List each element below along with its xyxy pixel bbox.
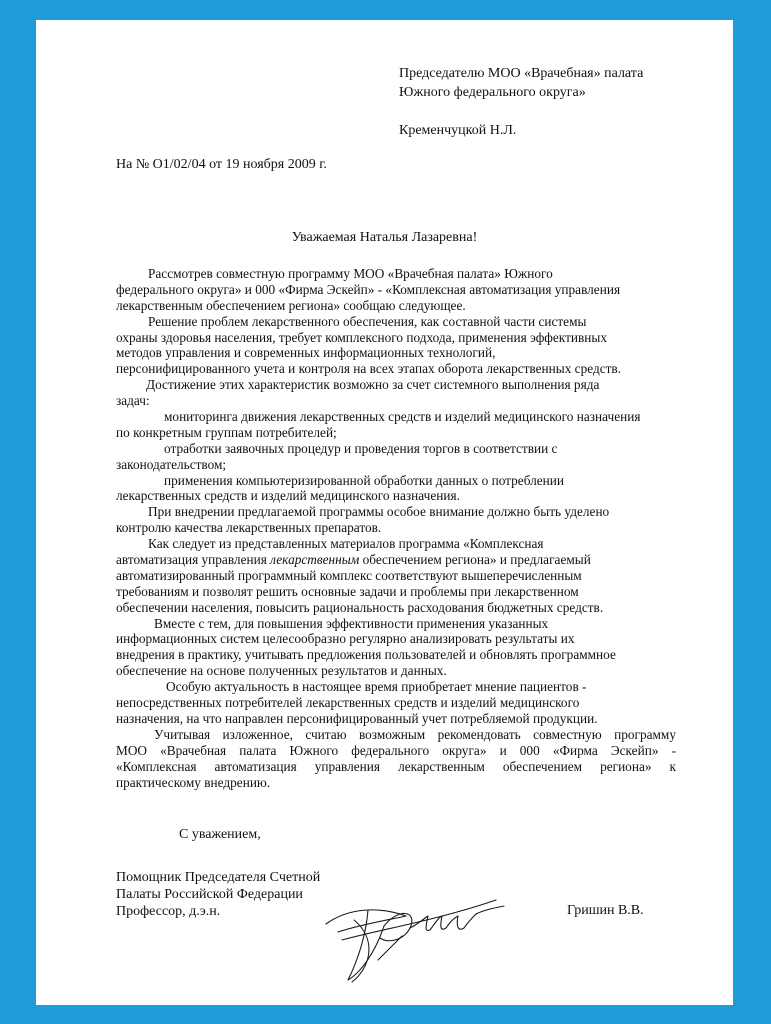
- body-line: назначения, на что направлен персонифицированный учет потребляемой продукции.: [116, 710, 598, 726]
- body-line: задач:: [116, 393, 150, 409]
- body-line: автоматизированный программный комплекс соответствуют вышеперечисленным: [116, 567, 582, 583]
- body-line: Учитывая изложенное, считаю возможным рекомендовать совместную программу: [154, 726, 676, 742]
- body-line: мониторинга движения лекарственных средств и изделий медицинского назначения: [164, 409, 641, 425]
- body-line: федерального округа» и 000 «Фирма Эскейп» - «Комплексная автоматизация управления: [116, 281, 621, 297]
- body-line: Особую актуальность в настоящее время приобретает мнение пациентов -: [166, 679, 587, 695]
- signatory-name: Гришин В.В.: [567, 903, 644, 918]
- body-line: по конкретным группам потребителей;: [116, 424, 337, 440]
- body-line-text: обеспечением региона» и предлагаемый: [359, 552, 591, 568]
- body-line-emphasis: лекарственным: [270, 552, 360, 568]
- body-line: внедрения в практику, учитывать предложения пользователей и обновлять программное: [116, 647, 616, 663]
- body-line: персонифицированного учета и контроля на всех этапах оборота лекарственных средств.: [116, 361, 622, 377]
- signatory-title-line-2: Палаты Российской Федерации: [116, 887, 303, 902]
- body-line: охраны здоровья населения, требует комплексного подхода, применения эффективных: [116, 329, 607, 345]
- body-line: «Комплексная автоматизация управления лекарственным обеспечением региона» к: [116, 758, 676, 774]
- body-line: отработки заявочных процедур и проведения торгов в соответствии с: [164, 440, 558, 456]
- body-line: требованиям и позволят решить основные задачи и проблемы при лекарственном: [116, 583, 579, 599]
- handwritten-signature: [318, 880, 508, 990]
- body-line: непосредственных потребителей лекарственных средств и изделий медицинского: [116, 695, 580, 711]
- signatory-title-line-1: Помощник Председателя Счетной: [116, 870, 321, 885]
- body-line: [116, 552, 676, 568]
- body-line: практическому внедрению.: [116, 774, 271, 790]
- addressee-line-3: Кременчуцкой Н.Л.: [399, 123, 517, 138]
- addressee-line-2: Южного федерального округа»: [399, 85, 586, 100]
- body-line: обеспечении населения, повысить рациональность расходования бюджетных средств.: [116, 599, 604, 615]
- body-line: Достижение этих характеристик возможно за счет системного выполнения ряда: [146, 377, 600, 393]
- body-line: лекарственным обеспечением региона» сообщаю следующее.: [116, 297, 466, 313]
- body-line: методов управления и современных информационных технологий,: [116, 345, 496, 361]
- body-line: контролю качества лекарственных препаратов.: [116, 520, 382, 536]
- addressee-line-1: Председателю МОО «Врачебная» палата: [399, 66, 644, 81]
- body-line: лекарственных средств и изделий медицинского назначения.: [116, 488, 460, 504]
- letter-page: [36, 20, 733, 1005]
- body-line: информационных систем целесообразно регулярно анализировать результаты их: [116, 631, 575, 647]
- body-line: При внедрении предлагаемой программы особое внимание должно быть уделено: [148, 504, 610, 520]
- reference-number: На № О1/02/04 от 19 ноября 2009 г.: [116, 157, 327, 172]
- body-line: Как следует из представленных материалов программа «Комплексная: [148, 536, 544, 552]
- body-line: применения компьютеризированной обработки данных о потреблении: [164, 472, 565, 488]
- body-line: Решение проблем лекарственного обеспечения, как составной части системы: [148, 313, 587, 329]
- greeting: Уважаемая Наталья Лазаревна!: [291, 230, 478, 245]
- signatory-title-line-3: Профессор, д.э.н.: [116, 904, 221, 919]
- body-line: обеспечение на основе полученных результатов и данных.: [116, 663, 447, 679]
- body-line: Рассмотрев совместную программу МОО «Врачебная палата» Южного: [148, 266, 553, 281]
- body-line: Вместе с тем, для повышения эффективности применения указанных: [154, 615, 549, 631]
- closing: С уважением,: [179, 827, 261, 842]
- signatory-title: [116, 869, 320, 920]
- body-line-text: автоматизация управления: [116, 552, 271, 568]
- letter-body: [116, 266, 676, 790]
- body-line: МОО «Врачебная палата Южного федерального округа» и 000 «Фирма Эскейп» -: [116, 742, 676, 758]
- body-line: законодательством;: [116, 456, 227, 472]
